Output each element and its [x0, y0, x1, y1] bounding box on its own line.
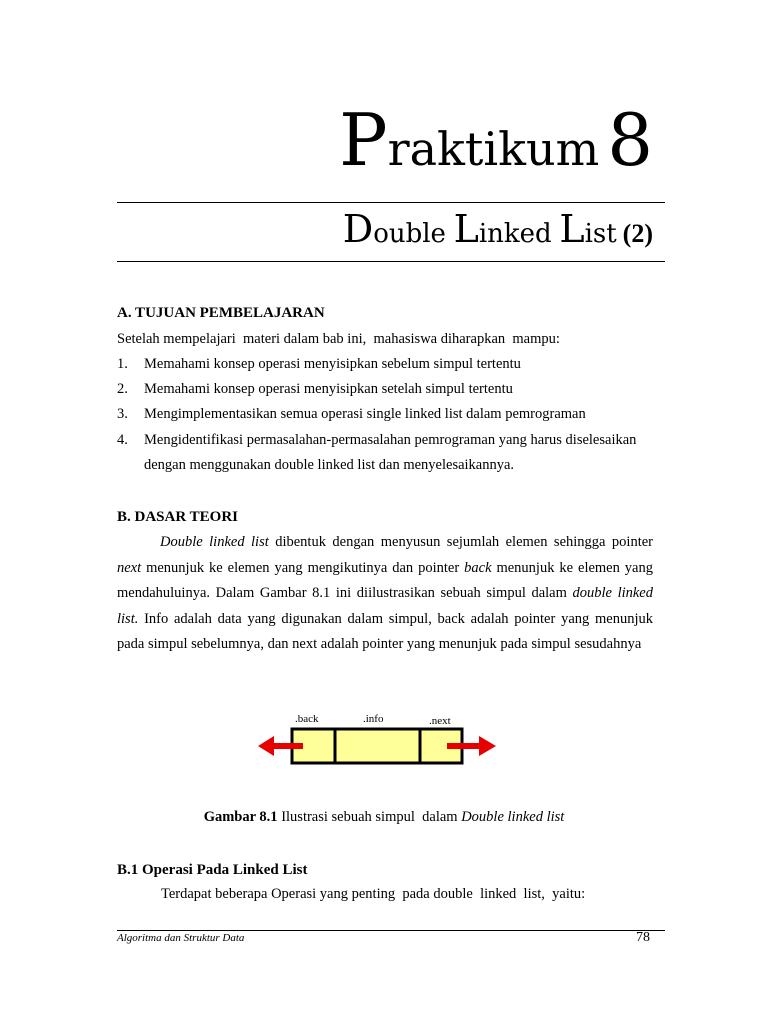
- section-b1-heading: B.1 Operasi Pada Linked List: [117, 862, 308, 878]
- node-diagram: [255, 711, 500, 771]
- subtitle-word-ist: ist: [584, 219, 617, 249]
- node-rect: [292, 729, 462, 763]
- term-double-linked-list: Double linked list: [160, 534, 269, 550]
- term-double-linked-list-2: double linked list.: [117, 585, 653, 627]
- node-box: [255, 711, 500, 771]
- caption-text: Ilustrasi sebuah simpul dalam: [277, 809, 462, 825]
- subtitle-word-inked: inked: [478, 219, 552, 249]
- list-number: 4.: [117, 431, 128, 448]
- title-rule-bottom: [117, 261, 665, 262]
- subtitle-cap-d: D: [342, 207, 374, 251]
- section-a-intro: Setelah mempelajari materi dalam bab ini, mahasiswa diharapkan mampu:: [117, 331, 560, 347]
- title-rest: raktikum: [387, 122, 600, 176]
- paragraph-text: dibentuk dengan menyusun sejumlah elemen sehingga pointer: [268, 534, 654, 550]
- figure-caption: [0, 809, 768, 826]
- label-info: .info: [363, 713, 384, 725]
- list-number: 3.: [117, 406, 128, 423]
- theory-paragraph: [117, 530, 653, 658]
- list-number: 1.: [117, 356, 128, 372]
- caption-label: Gambar 8.1: [203, 809, 278, 825]
- chapter-subtitle: [342, 207, 653, 251]
- term-back: back: [464, 559, 492, 576]
- paragraph-text: menunjuk ke elemen yang mengikutinya dan pointer: [141, 559, 465, 576]
- list-text: Mengimplementasikan semua operasi single linked list dalam pemrograman: [144, 406, 586, 423]
- section-a-heading: A. TUJUAN PEMBELAJARAN: [117, 305, 325, 321]
- section-b-heading: B. DASAR TEORI: [117, 509, 239, 525]
- list-item: [117, 402, 677, 427]
- page-number: 78: [636, 930, 650, 945]
- list-item: [117, 352, 677, 377]
- footer-rule: [117, 930, 665, 931]
- list-item: [117, 428, 639, 478]
- label-back: .back: [295, 713, 319, 725]
- list-text: Mengidentifikasi permasalahan-permasalahan pemrograman yang harus diselesaikan dengan menggunakan double linked list dan menyelesaikannya.: [144, 431, 637, 473]
- page-title: [339, 98, 653, 182]
- section-b1-intro: Terdapat beberapa Operasi yang penting pada double linked list, yaitu:: [161, 886, 586, 902]
- subtitle-part: (2): [622, 219, 653, 248]
- list-text: Memahami konsep operasi menyisipkan sebelum simpul tertentu: [144, 356, 521, 372]
- paragraph-text: menunjuk ke elemen yang mendahuluinya. Dalam Gambar 8.1 ini diilustrasikan sebuah simpul dalam: [117, 559, 653, 601]
- paragraph-text: Info adalah data yang digunakan dalam simpul, back adalah pointer yang menunjuk pada simpul sebelumnya, dan next adalah pointer yang menunjuk pada simpul sesudahnya: [117, 610, 653, 652]
- title-number: 8: [607, 98, 653, 182]
- footer-book-title: Algoritma dan Struktur Data: [117, 932, 245, 944]
- term-next: next: [117, 559, 142, 576]
- subtitle-cap-l1: L: [453, 207, 479, 251]
- subtitle-word-ouble: ouble: [373, 219, 446, 249]
- objective-list: [117, 352, 677, 478]
- title-initial: P: [339, 98, 388, 182]
- subtitle-cap-l2: L: [559, 207, 585, 251]
- title-rule-top: [117, 202, 665, 203]
- list-number: 2.: [117, 381, 128, 398]
- label-next: .next: [429, 715, 451, 727]
- list-item: [117, 377, 677, 402]
- list-text: Memahami konsep operasi menyisipkan setelah simpul tertentu: [144, 381, 513, 398]
- caption-italic: Double linked list: [461, 809, 565, 825]
